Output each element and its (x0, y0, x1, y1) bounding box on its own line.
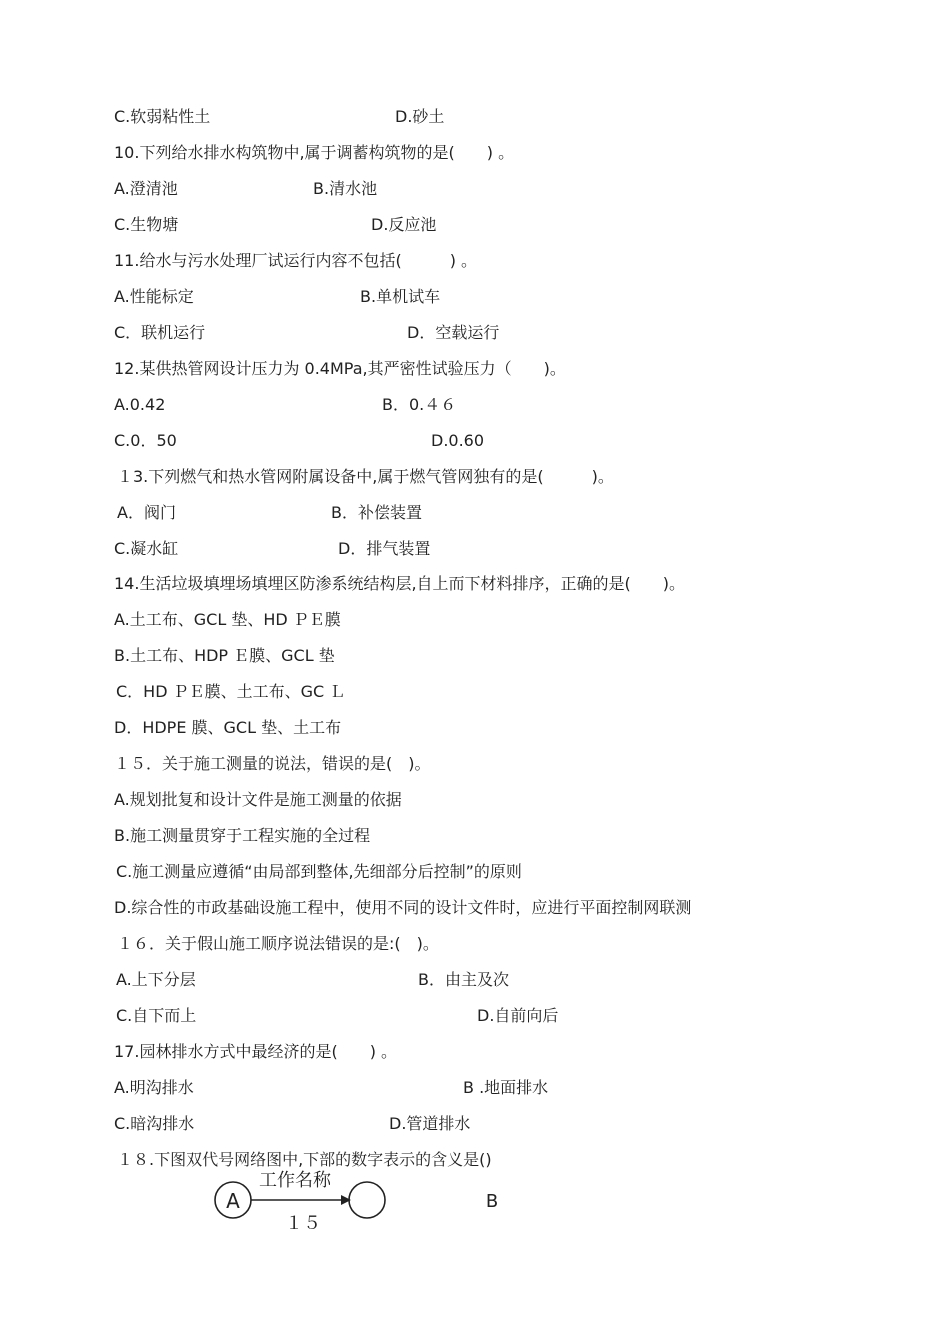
option-text: B .地面排水 (463, 1078, 549, 1097)
text-line: A.明沟排水 (114, 1078, 194, 1097)
option-text: D．排气装置 (338, 539, 431, 558)
text-line: C.凝水缸 (114, 539, 179, 558)
option-text: D.0.60 (431, 431, 485, 450)
option-text: B.清水池 (313, 179, 378, 198)
text-line: C.生物塘 (114, 215, 179, 234)
text-line: C.暗沟排水 (114, 1114, 195, 1133)
text-line: 12.某供热管网设计压力为 0.4MPa,其严密性试验压力（ )。 (114, 359, 566, 378)
text-line: A.土工布、GCL 垫、HD ＰＥ膜 (114, 610, 341, 629)
text-line: 10.下列给水排水构筑物中,属于调蓄构筑物的是( ) 。 (114, 143, 515, 162)
text-line: C.自下而上 (116, 1006, 197, 1025)
option-text: D.砂土 (395, 107, 445, 126)
text-line: C.软弱粘性土 (114, 107, 211, 126)
text-line: B.施工测量贯穿于工程实施的全过程 (114, 826, 371, 845)
text-line: C．HD ＰＥ膜、土工布、GC Ｌ (116, 682, 346, 701)
text-line: C.施工测量应遵循“由局部到整体,先细部分后控制”的原则 (116, 862, 522, 881)
option-text: D.自前向后 (477, 1006, 559, 1025)
text-line: 11.给水与污水处理厂试运行内容不包括( ) 。 (114, 251, 478, 270)
side-label: B (485, 1191, 499, 1212)
option-text: B.单机试车 (360, 287, 441, 306)
text-line: A．阀门 (117, 503, 176, 522)
duration-label: １５ (285, 1213, 321, 1234)
text-line: C.0．50 (114, 431, 177, 450)
text-line: D.综合性的市政基础设施工程中，使用不同的设计文件时，应进行平面控制网联测 (114, 898, 692, 917)
text-line: A.规划批复和设计文件是施工测量的依据 (114, 790, 402, 809)
text-line: １3.下列燃气和热水管网附属设备中,属于燃气管网独有的是( )。 (117, 467, 614, 486)
option-text: D．空载运行 (407, 323, 500, 342)
text-line: C．联机运行 (114, 323, 206, 342)
text-line: １６．关于假山施工顺序说法错误的是:( )。 (117, 934, 439, 953)
end-node (349, 1182, 385, 1218)
option-text: B．补偿装置 (331, 503, 422, 522)
text-line: 17.园林排水方式中最经济的是( ) 。 (114, 1042, 398, 1061)
option-text: B．0.４６ (382, 395, 457, 414)
text-line: A.0.42 (114, 395, 166, 414)
text-line: １８.下图双代号网络图中,下部的数字表示的含义是() (117, 1150, 492, 1169)
option-text: D.管道排水 (389, 1114, 471, 1133)
option-text: D.反应池 (371, 215, 437, 234)
text-line: 14.生活垃圾填埋场填埋区防渗系统结构层,自上而下材料排序，正确的是( )。 (114, 574, 686, 593)
activity-name-label: 工作名称 (259, 1170, 331, 1191)
text-line: A.澄清池 (114, 179, 178, 198)
text-line: １５．关于施工测量的说法，错误的是( )。 (114, 754, 431, 773)
network-diagram (205, 1165, 525, 1245)
text-line: A.上下分层 (116, 970, 196, 989)
start-node-label: A (226, 1189, 240, 1213)
text-line: A.性能标定 (114, 287, 194, 306)
option-text: B．由主及次 (418, 970, 509, 989)
text-line: D．HDPE 膜、GCL 垫、土工布 (114, 718, 342, 737)
text-line: B.土工布、HDP Ｅ膜、GCL 垫 (114, 646, 335, 665)
